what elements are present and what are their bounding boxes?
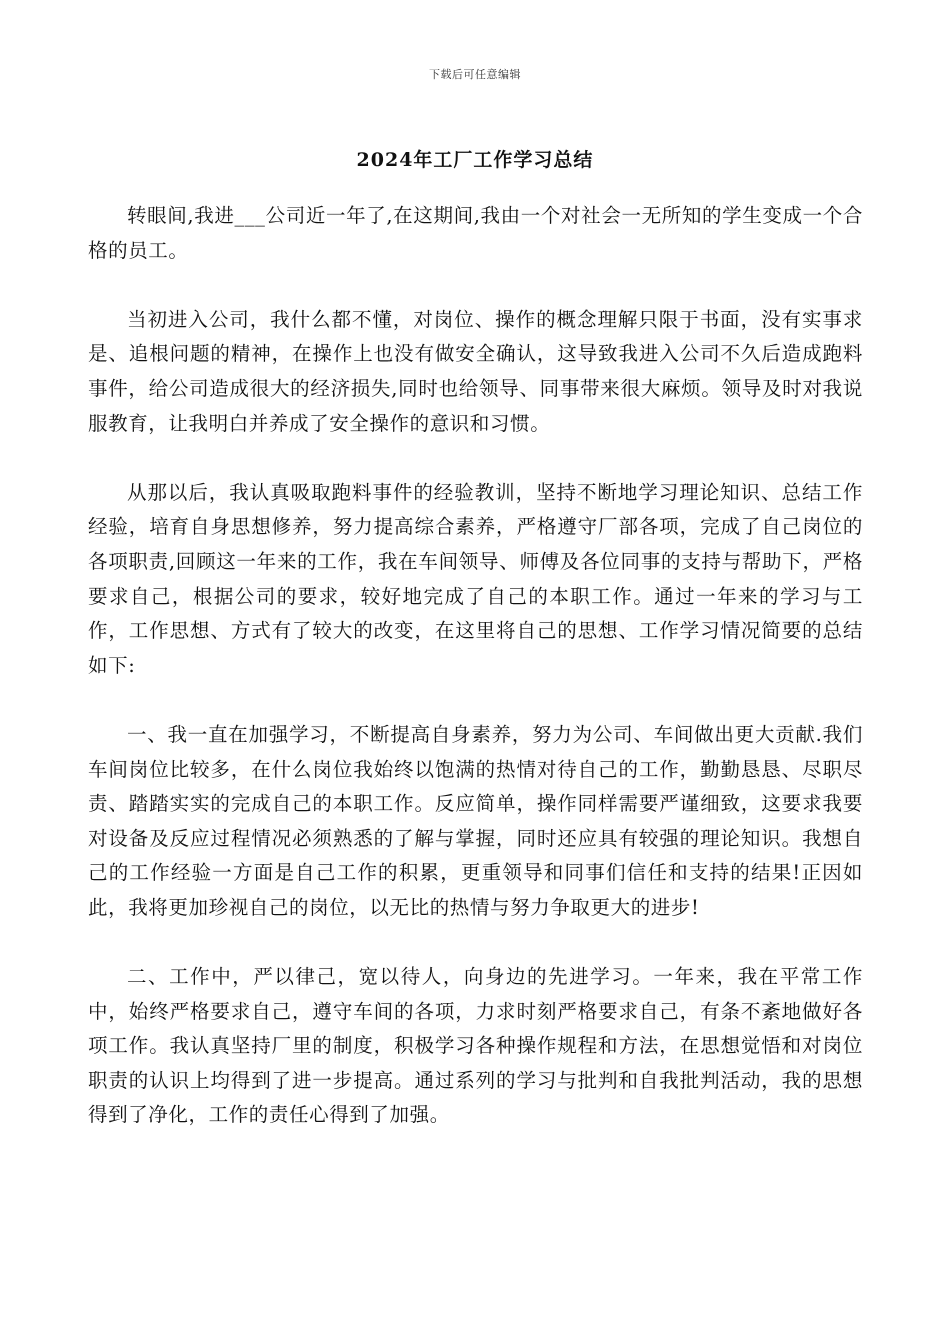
document-title: 2024年工厂工作学习总结 (356, 149, 594, 171)
paragraph-3: 从那以后，我认真吸取跑料事件的经验教训，坚持不断地学习理论知识、总结工作经验，培育自身思想修养，努力提高综合素养，严格遵守厂部各项，完成了自己岗位的各项职责,回顾这一年来的工作，我在车间领导、师傅及各位同事的支持与帮助下，严格要求自己，根据公司的要求，较好地完成了自己的本职工作。通过一年来的学习与工作，工作思想、方式有了较大的改变，在这里将自己的思想、工作学习情况简要的总结如下: (88, 480, 863, 677)
paragraph-4: 一、我一直在加强学习，不断提高自身素养，努力为公司、车间做出更大贡献.我们车间岗位比较多，在什么岗位我始终以饱满的热情对待自己的工作，勤勤恳恳、尽职尽责、踏踏实实的完成自己的本职工作。反应简单，操作同样需要严谨细致，这要求我要对设备及反应过程情况必须熟悉的了解与掌握，同时还应具有较强的理论知识。我想自己的工作经验一方面是自己工作的积累，更重领导和同事们信任和支持的结果!正因如此，我将更加珍视自己的岗位，以无比的热情与努力争取更大的进步! (88, 722, 863, 919)
document-body (88, 199, 863, 1168)
paragraph-5: 二、工作中，严以律己，宽以待人，向身边的先进学习。一年来，我在平常工作中，始终严格要求自己，遵守车间的各项，力求时刻严格要求自己，有条不紊地做好各项工作。我认真坚持厂里的制度，积极学习各种操作规程和方法，在思想觉悟和对岗位职责的认识上均得到了进一步提高。通过系列的学习与批判和自我批判活动，我的思想得到了净化，工作的责任心得到了加强。 (88, 965, 863, 1127)
paragraph-2: 当初进入公司，我什么都不懂，对岗位、操作的概念理解只限于书面，没有实事求是、追根问题的精神，在操作上也没有做安全确认，这导致我进入公司不久后造成跑料事件，给公司造成很大的经济损失,同时也给领导、同事带来很大麻烦。领导及时对我说服教育，让我明白并养成了安全操作的意识和习惯。 (88, 307, 863, 435)
header-note: 下载后可任意编辑 (429, 68, 521, 81)
paragraph-1: 转眼间,我进___公司近一年了,在这期间,我由一个对社会一无所知的学生变成一个合格的员工。 (88, 204, 863, 262)
